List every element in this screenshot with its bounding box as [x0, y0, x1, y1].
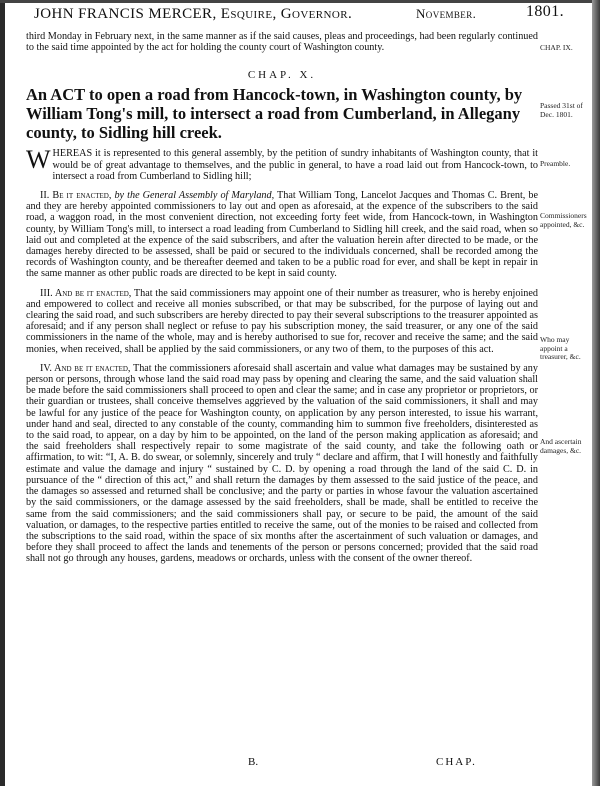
section-4: [26, 363, 538, 565]
section-3-text: That the said commissioners may appoint one of their number as treasurer, who is hereby enjoined and empowered to collect and receive all monies subscribed, or that may be subscribed, for the purpose of laying out and clearing the said road, and such subscribers are hereby directed to pay their several subscriptions to the treasurer appointed as aforesaid; and if any person shall neglect or refuse to pay his subscription money, the said treasurer, or any one of the said commissioners in the name of the whole, may and is hereby authorised to sue for, recover and receive the same; and the said monies, when received, shall be applied by the said commissioners, or any two of them, to the purposes of this act.: [26, 287, 538, 355]
margin-note-treasurer: Who may appoint a treasurer, &c.: [540, 335, 581, 361]
running-header: [26, 3, 564, 30]
scan-edge-top: [0, 0, 600, 3]
header-title: JOHN FRANCIS MERCER, Esquire, Governor.: [34, 6, 353, 22]
margin-note-passed: Passed 31st of Dec. 1801.: [540, 101, 583, 119]
section-2: [26, 190, 538, 280]
margin-note-preamble: Preamble.: [540, 159, 571, 168]
section-2-lead-italic: by the General Assembly of Maryland,: [111, 190, 275, 202]
signature-mark: B.: [248, 756, 259, 768]
margin-note-commissioners: Commissioners appointed, &c.: [540, 211, 587, 229]
section-3: [26, 288, 538, 355]
scan-edge-right: [592, 0, 600, 786]
margin-note-damages: And ascertain damages, &c.: [540, 437, 582, 455]
section-2-lead: II. Be it enacted,: [40, 190, 112, 202]
drop-cap: W: [26, 145, 51, 175]
section-4-text: That the commissioners aforesaid shall ascertain and value what damages may be sustained by any person or persons, through whose land the said road may pass by opening and clearing the same, and the said valuation shall be made before the said commissioners shall proceed to open and clear the same; and in case any proprietor or proprietors, or their guardian or trustees, shall conceive themselves aggrieved by the valuation of the said commissioners, it shall and may be lawful for any justice of the peace for Washington county, on application by any person interested, to issue his warrant, under hand and seal, directed to any constable of the county, commanding him to summon five freeholders, disinterested as to the said road, to appear, on a day by him to be appointed, on the land of the person making application as aforesaid; and the said freeholders shall respectively repair to some magistrate of the said county, and take the following oath or affirmation, to wit: “I, A. B. do swear, or solemnly, sincerely and truly “ declare and affirm, that I will honestly and faithfully estimate and value the damage and injury “ sustained by C. D. by opening a road through the land of the said C. D. in pursuance of the “ direction of this act,” and shall return the damages by them assessed to the said justice of the peace, and the damages so assessed and returned shall be conclusive; and the party or parties in whose favour the valuation ascertained by the said commissioners, or the damage assessed by the said freeholders, shall be made, shall be entitled to receive the same from the said commissioners; and the said commissioners shall pay, or secure to be paid, the amount of the said valuation, or damages, to the respective parties entitled to receive the same, out of the monies to be raised and collected from the subscriptions to the said road, within the space of six months after the ascertainment of such valuation or damages, and before they shall proceed to affect the lands and tenements of the person or persons concerned; provided that the said road shall not go through any houses, gardens, meadows or orchards, unless with the consent of the owner thereof.: [26, 362, 538, 565]
header-year: 1801.: [526, 3, 564, 20]
continuation-paragraph: third Monday in February next, in the same manner as if the said causes, pleas and proceedings, had been regularly continued to the said time appointed by the act for holding the county court of Washington county.: [26, 31, 538, 54]
margin-note-chap9: CHAP. IX.: [540, 43, 573, 52]
preamble-text: HEREAS it is represented to this general assembly, by the petition of sundry inhabitants of Washington county, that it would be of great advantage to themselves, and the public in general, to have a road laid out from Hancock-town, to intersect a road from Cumberland to Sidling hill;: [52, 148, 538, 182]
section-2-text: That William Tong, Lancelot Jacques and Thomas C. Brent, be and they are hereby appointed commissioners to lay out and open as aforesaid, at the expence of the subscribers to the said road, a waggon road, in the most convenient direction, not exceeding forty feet wide, from Hancock-town, in Washington county, by William Tong's mill, to intersect a road leading from Cumberland to Sidling hill creek, and the said road, when so laid out and completed at the expence of the said subscribers, and after the valuation herein after directed to be made, or the damages hereby directed to be assessed, shall be paid or secured to the individuals concerned, shall be recorded among the records of Washington county, and be thereafter deemed and taken to be a public road for ever, and shall be kept in repair in the same manner as other public roads are directed to be kept in said county.: [26, 190, 539, 280]
header-month: November.: [416, 6, 477, 21]
act-title: An ACT to open a road from Hancock-town, in Washington county, by William Tong's mill, to intersect a road from Cumberland, in Allegany county, to Sidling hill creek.: [26, 85, 523, 143]
chapter-heading: CHAP. X.: [247, 69, 317, 82]
section-4-lead: IV. And be it enacted,: [40, 362, 131, 374]
preamble-paragraph: [26, 145, 538, 182]
section-3-lead: III. And be it enacted,: [40, 287, 132, 299]
scan-edge-left: [0, 0, 5, 786]
catchword: CHAP.: [436, 756, 477, 768]
